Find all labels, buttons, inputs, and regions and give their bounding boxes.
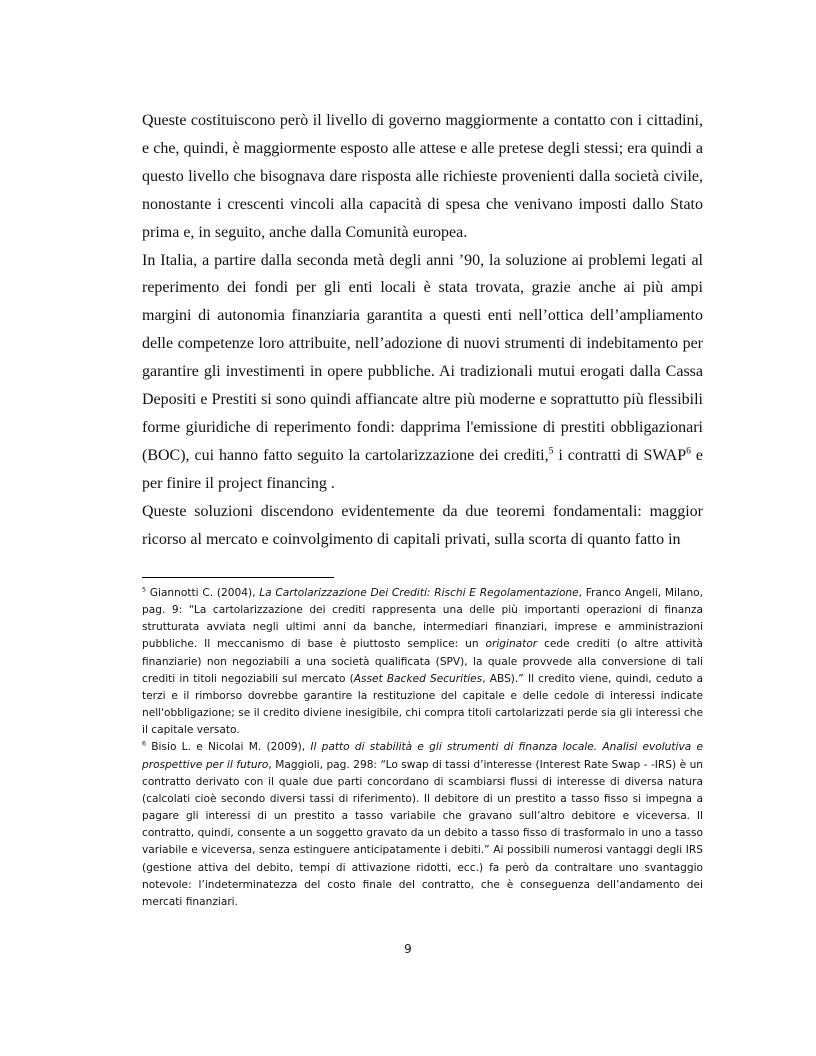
paragraph-text: i contratti di SWAP xyxy=(553,446,687,464)
footnote-text: , ABS).” Il credito viene, quindi, ceduto a terzi e il rimborso dovrebbe garantire la restituzione del capitale e delle cedole di interessi indicate nell'obbligazione; se il credito diviene inesigibile, chi compra titoli cartolarizzati perde sia gli interessi che il capitale versato. xyxy=(142,672,703,737)
paragraph-text: In Italia, a partire dalla seconda metà degli anni ’90, la soluzione ai problemi legati al reperimento dei fondi per gli enti locali è stata trovata, grazie anche ai più ampi margini di autonomia finanziaria garantita a questi enti nell’ottica dell’ampliamento delle competenze loro attribuite, nell’adozione di nuovi strumenti di indebitamento per garantire gli investimenti in opere pubbliche. Ai tradizionali mutui erogati dalla Cassa Depositi e Prestiti si sono quindi affiancate altre più moderne e soprattutto più flessibili forme giuridiche di reperimento fondi: dapprima l'emissione di prestiti obbligazionari (BOC), cui hanno fatto seguito la cartolarizzazione dei crediti, xyxy=(142,251,703,464)
book-title: Il patto di stabilità e gli strumenti di finanza locale. Analisi evolutiva e prospettive per il futuro xyxy=(142,741,703,771)
paragraph: Queste soluzioni discendono evidentemente da due teoremi fondamentali: maggior ricorso al mercato e coinvolgimento di capitali privati, sulla scorta di quanto fatto in xyxy=(142,502,703,548)
page-number: 9 xyxy=(404,942,412,956)
footnote xyxy=(142,739,703,911)
footnote-text: , Maggioli, pag. 298: “Lo swap di tassi d’interesse (Interest Rate Swap - -IRS) è un contratto derivato con il quale due parti concordano di scambiarsi flussi di interesse di diversa natura (calcolati cioè secondo diversi tassi di riferimento). Il debitore di un prestito a tasso fisso si impegna a pagare gli interessi di un prestito a tasso variabile che gravano sull’altro debitore e viceversa. Il contratto, quindi, consente a un soggetto gravato da un debito a tasso fisso di trasformalo in uno a tasso variabile e viceversa, senza estinguere anticipatamente i debiti.” Ai possibili numerosi vantaggi degli IRS (gestione attiva del debito, tempi di attivazione ridotti, ecc.) fa però da contraltare uno svantaggio notevole: l’indeterminatezza del costo finale del contratto, che è conseguenza dell’andamento dei mercati finanziari. xyxy=(142,758,703,908)
footnote-text: Bisio L. e Nicolai M. (2009), xyxy=(146,741,311,754)
footnote-ref[interactable]: 6 xyxy=(686,445,691,457)
footnote-separator xyxy=(142,577,334,578)
footnote-number: 6 xyxy=(142,740,147,748)
footnote-ref[interactable]: 5 xyxy=(548,445,554,457)
footnotes xyxy=(142,585,703,911)
footnote-text: cede crediti (o altre attività finanziarie) non negoziabili a una società qualificata (SPV), la quale provvede alla conversione di tali crediti in titoli negoziabili sul mercato ( xyxy=(142,638,703,685)
footnote-text: , Franco Angeli, Milano, pag. 9: “La cartolarizzazione dei crediti rappresenta una delle più importanti operazioni di finanza strutturata avviata negli ultimi anni da banche, intermediari finanziari, imprese e amministrazioni pubbliche. Il meccanismo di base è piuttosto semplice: un xyxy=(142,587,704,651)
footnote-number: 5 xyxy=(142,586,147,594)
footnote-text: Giannotti C. (2004), xyxy=(146,587,260,599)
italic-term: Asset Backed Securities xyxy=(353,672,483,685)
paragraph xyxy=(142,247,703,498)
paragraph: Queste costituiscono però il livello di governo maggiormente a contatto con i cittadini, e che, quindi, è maggiormente esposto alle attese e alle pretese degli stessi; era quindi a questo livello che bisognava dare risposta alle richieste provenienti dalla società civile, nonostante i crescenti vincoli alla capacità di spesa che venivano imposti dallo Stato prima e, in seguito, anche dalla Comunità europea. xyxy=(142,112,703,241)
paragraph-text: e per finire il project financing . xyxy=(142,446,703,492)
book-title: La Cartolarizzazione Dei Crediti: Rischi E Regolamentazione xyxy=(259,587,579,599)
italic-term: originator xyxy=(485,638,538,651)
body-text xyxy=(142,107,703,554)
footnote xyxy=(142,585,703,739)
